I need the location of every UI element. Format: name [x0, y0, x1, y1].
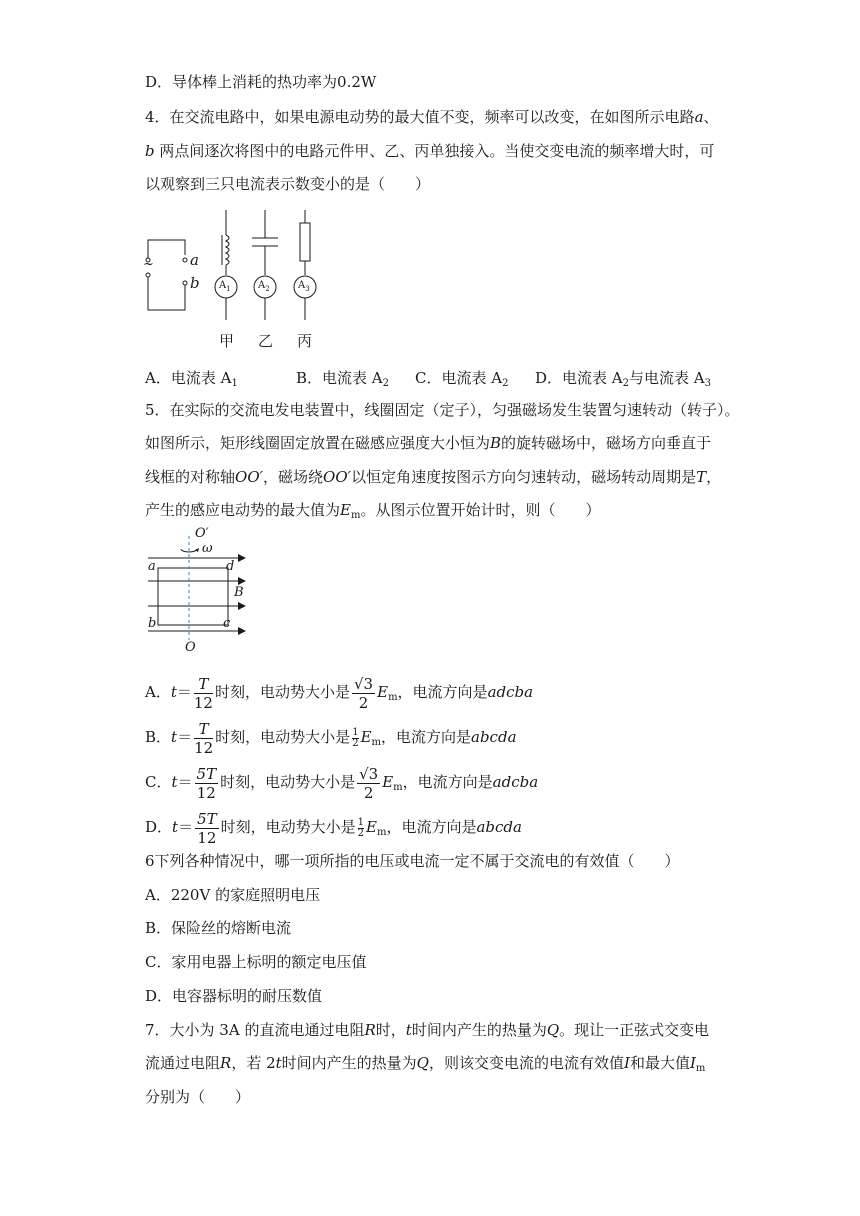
- q5-option-c: [145, 762, 538, 808]
- q4-meter-a1: $A_1$: [219, 280, 231, 293]
- q7-stem-line2: 流通过电阻R，若 2t时间内产生的热量为Q，则该交变电流的电流有效值I和最大值$I_m$: [145, 1054, 706, 1074]
- time-fraction: $\frac{T}{12}$: [194, 719, 214, 757]
- q6-stem: 6下列各种情况中，哪一项所指的电压或电流一定不属于交流电的有效值（ ）: [145, 852, 680, 870]
- q5-stem-line4: 产生的感应电动势的最大值为$E_m$。从图示位置开始计时，则（ ）: [145, 501, 601, 521]
- emf-symbol: E: [366, 818, 377, 836]
- q4-option-c: C．电流表 $A_2$: [415, 369, 509, 389]
- time-fraction: $\frac{5T}{12}$: [197, 809, 217, 847]
- option-post-text: ，电流方向是: [402, 773, 493, 791]
- time-var: t: [172, 818, 179, 836]
- q4-stem-line2: b 两点间逐次将图中的电路元件甲、乙、丙单独接入。当使交变电流的频率增大时，可: [145, 142, 715, 160]
- q5-corner-d: d: [226, 559, 235, 574]
- q5-option-a: [145, 672, 533, 718]
- q6-option-d: D．电容器标明的耐压数值: [145, 987, 323, 1005]
- option-letter: B．: [145, 728, 172, 746]
- q5-corner-c: c: [223, 616, 231, 631]
- emf-fraction: $\frac{1}{2}$: [352, 726, 359, 749]
- current-direction: abcda: [471, 728, 517, 746]
- option-post-text: ，电流方向是: [381, 728, 472, 746]
- option-letter: A．: [145, 683, 171, 701]
- q5-option-d: [145, 807, 522, 853]
- emf-symbol: E: [360, 728, 372, 746]
- q5-magnet-figure: [140, 528, 260, 658]
- option-post-text: ，电流方向是: [386, 818, 477, 836]
- q5-corner-b: b: [148, 616, 157, 631]
- q5-omega: ω: [202, 541, 213, 556]
- q3-option-d: D．导体棒上消耗的热功率为0.2W: [145, 73, 377, 91]
- q4-option-d: D．电流表 $A_2$与电流表 $A_3$: [535, 369, 711, 389]
- q4-stem-line3: 以观察到三只电流表示数变小的是（ ）: [145, 175, 431, 193]
- emf-fraction: $\frac{√3}{2}$: [354, 674, 374, 712]
- q5-stem-line1: 5．在实际的交流电发电装置中，线圈固定（定子），匀强磁场发生装置匀速转动（转子）。: [145, 401, 740, 419]
- q4-option-a: A．电流表 $A_1$: [145, 369, 238, 389]
- emf-subscript: m: [393, 782, 403, 793]
- q4-terminal-a: a: [190, 251, 199, 269]
- q5-axis-o-prime: O′: [195, 526, 209, 541]
- option-post-text: ，电流方向是: [397, 683, 488, 701]
- option-mid-text: 时刻，电动势大小是: [220, 818, 356, 836]
- q4-terminal-b: b: [190, 274, 200, 292]
- q5-stem-line2: 如图所示，矩形线圈固定放置在磁感应强度大小恒为B的旋转磁场中，磁场方向垂直于: [145, 434, 712, 452]
- option-letter: C．: [145, 773, 172, 791]
- emf-subscript: m: [388, 692, 398, 703]
- option-mid-text: 时刻，电动势大小是: [220, 773, 356, 791]
- current-direction: abcda: [476, 818, 522, 836]
- equals-sign: ＝: [177, 773, 193, 791]
- q6-option-b: B．保险丝的熔断电流: [145, 919, 292, 937]
- q4-element-jia: 甲: [219, 332, 235, 350]
- q5-option-b: [145, 717, 517, 763]
- equals-sign: ＝: [177, 728, 193, 746]
- q6-option-a: A．220V 的家庭照明电压: [145, 886, 321, 904]
- time-fraction: $\frac{5T}{12}$: [196, 764, 217, 802]
- q5-axis-o: O: [185, 640, 196, 655]
- q4-meter-a2: $A_2$: [258, 280, 270, 293]
- emf-subscript: m: [371, 737, 381, 748]
- option-mid-text: 时刻，电动势大小是: [215, 728, 351, 746]
- option-letter: D．: [145, 818, 173, 836]
- time-var: t: [171, 728, 178, 746]
- current-direction: adcba: [487, 683, 534, 701]
- q4-option-b: B．电流表 $A_2$: [296, 369, 389, 389]
- q4-circuit-figure: [140, 205, 340, 355]
- q5-corner-a: a: [148, 559, 156, 574]
- q4-element-yi: 乙: [258, 332, 274, 350]
- q4-stem-line1: 4．在交流电路中，如果电源电动势的最大值不变，频率可以改变，在如图所示电路a、: [145, 108, 719, 126]
- q4-element-bing: 丙: [297, 332, 313, 350]
- emf-symbol: E: [382, 773, 394, 791]
- equals-sign: ＝: [176, 683, 192, 701]
- option-mid-text: 时刻，电动势大小是: [214, 683, 350, 701]
- emf-symbol: E: [377, 683, 389, 701]
- equals-sign: ＝: [178, 818, 194, 836]
- emf-fraction: $\frac{√3}{2}$: [359, 764, 379, 802]
- q7-stem-line3: 分别为（ ）: [145, 1088, 251, 1106]
- emf-subscript: m: [376, 827, 387, 838]
- q5-stem-line3: 线框的对称轴OO′，磁场绕OO′以恒定角速度按图示方向匀速转动，磁场转动周期是T，: [145, 468, 722, 486]
- q5-field-b: B: [234, 585, 244, 600]
- q4-meter-a3: $A_3$: [298, 280, 310, 293]
- time-var: t: [171, 773, 178, 791]
- q6-option-c: C．家用电器上标明的额定电压值: [145, 953, 367, 971]
- emf-fraction: $\frac{1}{2}$: [357, 816, 365, 839]
- q7-stem-line1: 7．大小为 3A 的直流电通过电阻R时，t时间内产生的热量为Q。现让一正弦式交变电: [145, 1021, 710, 1039]
- time-var: t: [170, 683, 177, 701]
- q4-source-tilde: ~: [143, 257, 154, 272]
- time-fraction: $\frac{T}{12}$: [193, 674, 213, 712]
- current-direction: adcba: [492, 773, 539, 791]
